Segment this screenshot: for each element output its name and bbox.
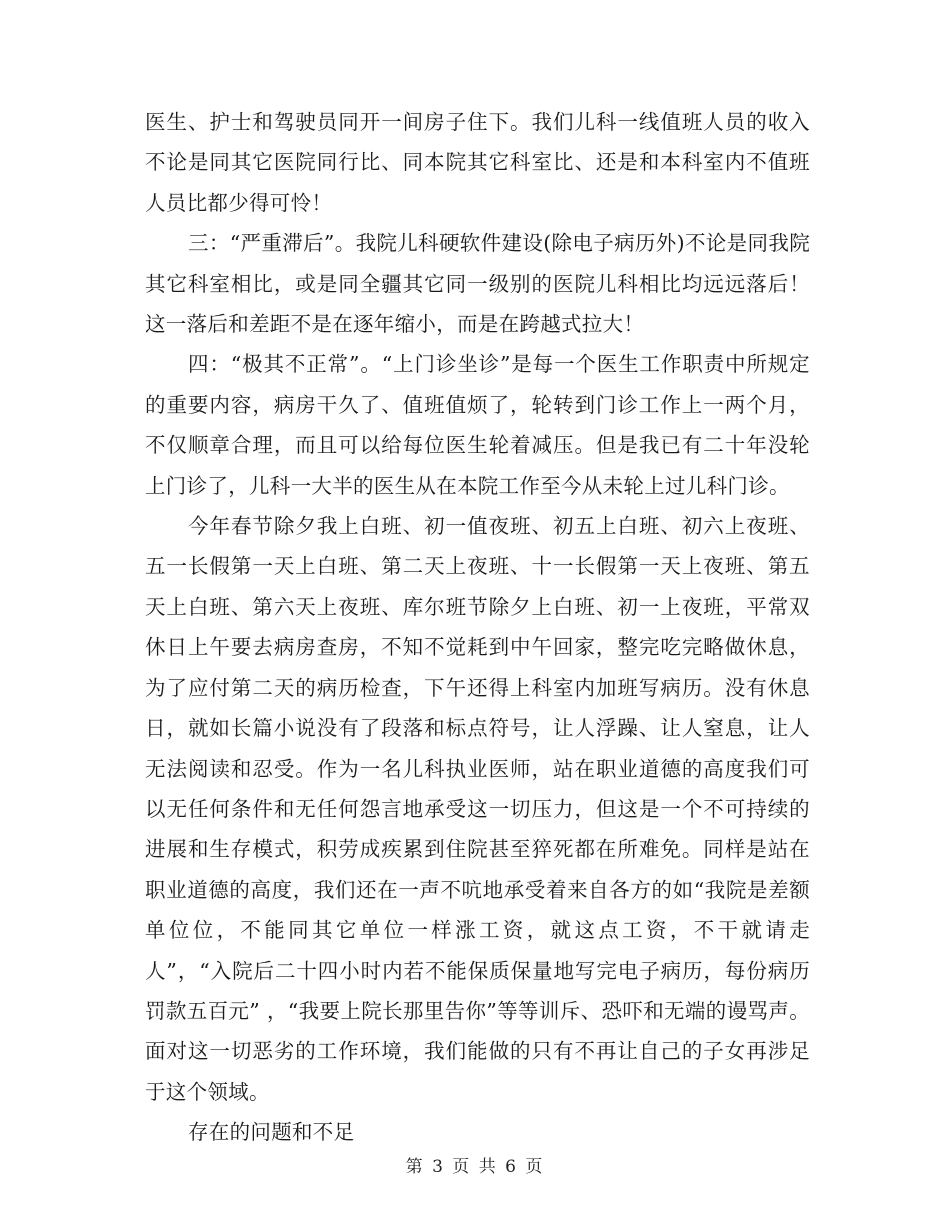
section-heading-problems: 存在的问题和不足 (188, 1120, 355, 1145)
paragraph-continuation: 医生、护士和驾驶员同开一间房子住下。我们儿科一线值班人员的收入不论是同其它医院同行比、同本院其它科室比、还是和本科室内不值班人员比都少得可怜！ (145, 110, 810, 215)
body-text (145, 102, 810, 1153)
page-number-footer: 第 3 页 共 6 页 (405, 1157, 545, 1177)
paragraph-schedule: 今年春节除夕我上白班、初一值夜班、初五上白班、初六上夜班、五一长假第一天上白班、第二天上夜班、十一长假第一天上夜班、第五天上白班、第六天上夜班、库尔班节除夕上白班、初一上夜班，平常双休日上午要去病房查房，不知不觉耗到中午回家，整完吃完略做休息，为了应付第二天的病历检查，下午还得上科室内加班写病历。没有休息日，就如长篇小说没有了段落和标点符号，让人浮躁、让人窒息，让人无法阅读和忍受。作为一名儿科执业医师，站在职业道德的高度我们可以无任何条件和无任何怨言地承受这一切压力，但这是一个不可持续的进展和生存模式，积劳成疾累到住院甚至猝死都在所难免。同样是站在职业道德的高度，我们还在一声不吭地承受着来自各方的如“我院是差额单位位，不能同其它单位一样涨工资，就这点工资，不干就请走人”，“入院后二十四小时内若不能保质保量地写完电子病历，每份病历罚款五百元” ，“我要上院长那里告你”等等训斥、恐吓和无端的谩骂声。面对这一切恶劣的工作环境，我们能做的只有不再让自己的子女再涉足于这个领域。 (145, 514, 810, 1104)
paragraph-point-four: 四：“极其不正常”。“上门诊坐诊”是每一个医生工作职责中所规定的重要内容，病房干久了、值班值烦了，轮转到门诊工作上一两个月，不仅顺章合理，而且可以给每位医生轮着减压。但是我已有二十年没轮上门诊了，儿科一大半的医生从在本院工作至今从未轮上过儿科门诊。 (145, 352, 810, 498)
paragraph-point-three: 三：“严重滞后”。我院儿科硬软件建设(除电子病历外)不论是同我院其它科室相比，或是同全疆其它同一级别的医院儿科相比均远远落后！这一落后和差距不是在逐年缩小，而是在跨越式拉大！ (145, 231, 810, 337)
